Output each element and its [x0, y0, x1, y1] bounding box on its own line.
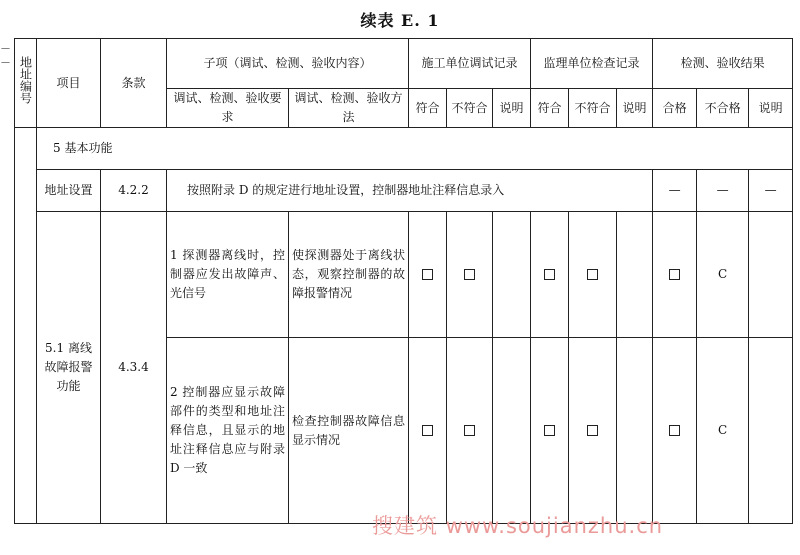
- header-note: 说明: [493, 89, 531, 128]
- item-address-setting: 地址设置: [37, 170, 101, 212]
- address-setting-content: 按照附录 D 的规定进行地址设置，控制器地址注释信息录入: [167, 170, 653, 212]
- construction-conform-checkbox[interactable]: [409, 212, 447, 338]
- result-qualified-checkbox[interactable]: [653, 338, 697, 524]
- header-nonconform: 不符合: [569, 89, 617, 128]
- header-unqualified: 不合格: [697, 89, 749, 128]
- acceptance-table: [14, 38, 793, 524]
- header-note: 说明: [749, 89, 793, 128]
- sub2-requirement: 2 控制器应显示故障部件的类型和地址注释信息，且显示的地址注释信息应与附录 D 一致: [167, 338, 289, 524]
- dash-cell: —: [653, 170, 697, 212]
- supervision-conform-checkbox[interactable]: [531, 338, 569, 524]
- supervision-conform-checkbox[interactable]: [531, 212, 569, 338]
- header-method: 调试、检测、验收方法: [289, 89, 409, 128]
- sub2-method: 检查控制器故障信息显示情况: [289, 338, 409, 524]
- header-item: 项目: [37, 39, 101, 128]
- section-title: 5 基本功能: [37, 128, 793, 170]
- header-construction-unit: 施工单位调试记录: [409, 39, 531, 89]
- header-result: 检测、验收结果: [653, 39, 793, 89]
- header-note: 说明: [617, 89, 653, 128]
- result-note-cell: [749, 212, 793, 338]
- result-unqualified-mark: C: [697, 338, 749, 524]
- result-unqualified-mark: C: [697, 212, 749, 338]
- supervision-nonconform-checkbox[interactable]: [569, 212, 617, 338]
- construction-nonconform-checkbox[interactable]: [447, 212, 493, 338]
- construction-note-cell: [493, 338, 531, 524]
- header-requirement: 调试、检测、验收要求: [167, 89, 289, 128]
- page-title: 续表 E. 1: [360, 11, 440, 30]
- construction-conform-checkbox[interactable]: [409, 338, 447, 524]
- supervision-note-cell: [617, 338, 653, 524]
- header-conform: 符合: [531, 89, 569, 128]
- item-offline-fault: 5.1 离线故障报警功能: [37, 212, 101, 524]
- header-conform: 符合: [409, 89, 447, 128]
- dash-cell: —: [697, 170, 749, 212]
- sub1-requirement: 1 探测器离线时，控制器应发出故障声、光信号: [167, 212, 289, 338]
- dash-cell: —: [749, 170, 793, 212]
- result-note-cell: [749, 338, 793, 524]
- header-subitem: 子项（调试、检测、验收内容）: [167, 39, 409, 89]
- edge-mark: —: [1, 44, 10, 54]
- edge-mark: —: [1, 58, 10, 68]
- address-code-cell: [15, 128, 37, 524]
- header-supervision-unit: 监理单位检查记录: [531, 39, 653, 89]
- header-qualified: 合格: [653, 89, 697, 128]
- construction-note-cell: [493, 212, 531, 338]
- supervision-note-cell: [617, 212, 653, 338]
- construction-nonconform-checkbox[interactable]: [447, 338, 493, 524]
- header-clause: 条款: [101, 39, 167, 128]
- result-qualified-checkbox[interactable]: [653, 212, 697, 338]
- clause-offline-fault: 4.3.4: [101, 212, 167, 524]
- header-address-code: 地址编号: [15, 39, 37, 128]
- watermark: 搜建筑 www.soujianzhu.cn: [372, 514, 664, 538]
- header-nonconform: 不符合: [447, 89, 493, 128]
- sub1-method: 使探测器处于离线状态，观察控制器的故障报警情况: [289, 212, 409, 338]
- supervision-nonconform-checkbox[interactable]: [569, 338, 617, 524]
- clause-address-setting: 4.2.2: [101, 170, 167, 212]
